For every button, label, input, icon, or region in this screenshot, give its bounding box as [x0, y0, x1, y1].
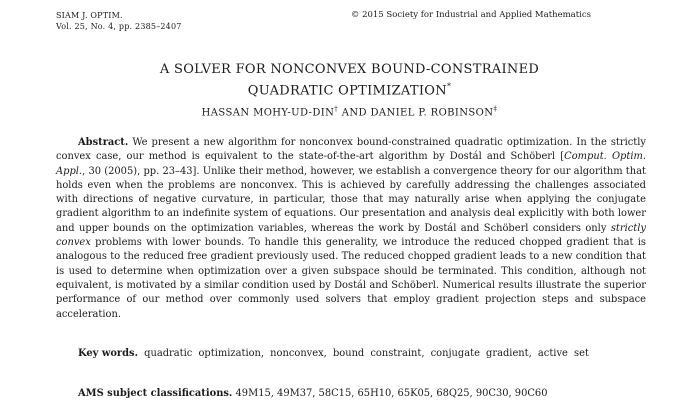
author-1-mark: † — [334, 105, 339, 113]
paper-title — [0, 61, 699, 99]
abstract-emphasis: strictly convex — [56, 222, 646, 249]
ams-heading: AMS subject classifications. — [78, 388, 233, 399]
author-2: DANIEL P. ROBINSON — [370, 107, 494, 119]
author-list — [0, 103, 699, 119]
abstract-text-2: , 30 (2005), pp. 23–43]. Unlike their method, however, we establish a convergence theory for our algorithm that holds even when the problems are nonconvex. This is achieved by carefully addressing the challenges associated with directions of negative curvature, in particular, those that may naturally arise when applying the conjugate gradient algorithm to an indefinite system of equations. Our presentation and analysis deal explicitly with both lower and upper bounds on the optimization variables, whereas the work by Dostál and Schöberl considers only — [56, 165, 646, 234]
journal-name: SIAM J. OPTIM. — [56, 11, 123, 20]
abstract-paragraph — [56, 136, 646, 322]
ams-classifications — [56, 387, 656, 401]
volume-info: Vol. 25, No. 4, pp. 2385–2407 — [56, 22, 182, 31]
abstract-citation: Comput. Optim. Appl. — [56, 151, 646, 177]
abstract-text-3: problems with lower bounds. To handle this generality, we introduce the reduced chopped gradient that is analogous to the reduced free gradient previously used. The reduced chopped gradient leads to a new condition that is used to determine when optimization over a given subspace should be terminated. This condition, although not equivalent, is motivated by a similar condition used by Dostál and Schöberl. Numerical results illustrate the superior performance of our method over commonly used solvers that employ gradient projection steps and subspace acceleration. — [56, 237, 646, 320]
keywords-text: quadratic optimization, nonconvex, bound constraint, conjugate gradient, active set — [138, 348, 589, 359]
keywords-heading: Key words. — [78, 348, 139, 359]
title-line-2-text: QUADRATIC OPTIMIZATION — [247, 83, 447, 99]
keywords-paragraph — [56, 347, 646, 361]
journal-header — [56, 10, 182, 32]
copyright-notice: © 2015 Society for Industrial and Applied Mathematics — [350, 10, 591, 20]
author-1: HASSAN MOHY-UD-DIN — [201, 107, 335, 119]
title-footnote-mark: * — [446, 82, 452, 91]
title-line-1: A SOLVER FOR NONCONVEX BOUND-CONSTRAINED — [159, 62, 540, 77]
author-2-mark: ‡ — [493, 105, 498, 113]
ams-text: 49M15, 49M37, 58C15, 65H10, 65K05, 68Q25, 90C30, 90C60 — [232, 388, 548, 399]
abstract-text-1: We present a new algorithm for nonconvex bound-constrained quadratic optimization. In the strictly convex case, our method is equivalent to the state-of-the-art algorithm by Dostál and Schöberl [ — [56, 137, 646, 163]
author-conjunction: AND — [338, 107, 371, 119]
title-line-2 — [0, 78, 699, 99]
abstract-heading: Abstract. — [78, 137, 129, 148]
